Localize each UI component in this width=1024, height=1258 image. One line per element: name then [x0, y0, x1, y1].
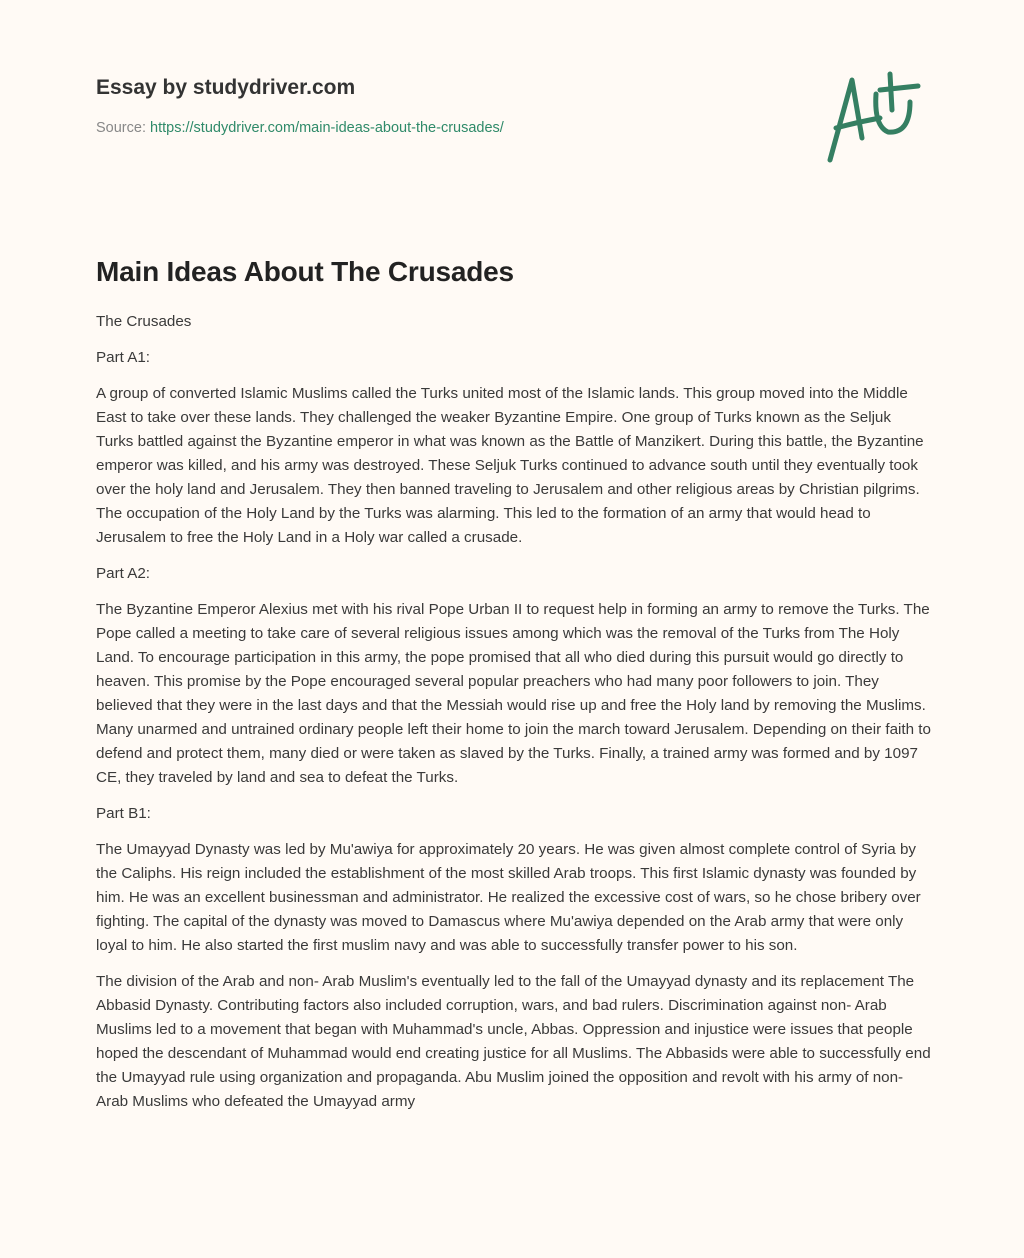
subtitle: The Crusades: [96, 313, 192, 330]
a-plus-logo-icon: [818, 68, 928, 164]
section-heading: Part A2:: [96, 565, 151, 582]
section-heading: Part A1:: [96, 349, 151, 366]
article: [96, 256, 932, 1126]
paragraph: A group of converted Islamic Muslims called the Turks united most of the Islamic lands. This group moved into the Middle East to take over these lands. They challenged the weaker Byzantine Empire. One group of Turks known as the Seljuk Turks battled against the Byzantine emperor in what was known as the Battle of Manzikert. During this battle, the Byzantine emperor was killed, and his army was destroyed. These Seljuk Turks continued to advance south until they eventually took over the holy land and Jerusalem. They then banned traveling to Jerusalem and other religious areas by Christian pilgrims. The occupation of the Holy Land by the Turks was alarming. This led to the formation of an army that would head to Jerusalem to free the Holy Land in a Holy war called a crusade.: [96, 385, 924, 546]
paragraph: The Byzantine Emperor Alexius met with his rival Pope Urban II to request help in forming an army to remove the Turks. The Pope called a meeting to take care of several religious issues among which was the removal of the Turks from The Holy Land. To encourage participation in this army, the pope promised that all who died during this pursuit would go directly to heaven. This promise by the Pope encouraged several popular preachers who had many poor followers to join. They believed that they were in the last days and that the Messiah would rise up and free the Holy land by removing the Muslims. Many unarmed and untrained ordinary people left their home to join the march toward Jerusalem. Depending on their faith to defend and protect them, many died or were taken as slaved by the Turks. Finally, a trained army was formed and by 1097 CE, they traveled by land and sea to defeat the Turks.: [96, 601, 931, 786]
section-heading: Part B1:: [96, 805, 151, 822]
source-line: [96, 120, 504, 136]
brand-title: Essay by studydriver.com: [96, 76, 356, 99]
paragraph: The Umayyad Dynasty was led by Mu'awiya for approximately 20 years. He was given almost complete control of Syria by the Caliphs. His reign included the establishment of the most skilled Arab troops. This first Islamic dynasty was founded by him. He was an excellent businessman and administrator. He realized the excessive cost of wars, so he chose bribery over fighting. The capital of the dynasty was moved to Damascus where Mu'awiya depended on the Arab army that were only loyal to him. He also started the first muslim navy and was able to successfully transfer power to his son.: [96, 841, 921, 954]
source-link[interactable]: https://studydriver.com/main-ideas-about-the-crusades/: [150, 120, 504, 136]
paragraph: The division of the Arab and non- Arab Muslim's eventually led to the fall of the Umayyad dynasty and its replacement The Abbasid Dynasty. Contributing factors also included corruption, wars, and bad rulers. Discrimination against non- Arab Muslims led to a movement that began with Muhammad's uncle, Abbas. Oppression and injustice were issues that people hoped the descendant of Muhammad would end creating justice for all Muslims. The Abbasids were able to successfully end the Umayyad rule using organization and propaganda. Abu Muslim joined the opposition and revolt with his army of non-Arab Muslims who defeated the Umayyad army: [96, 973, 931, 1110]
header: [96, 76, 504, 136]
source-label: Source:: [96, 120, 146, 136]
article-title: Main Ideas About The Crusades: [96, 256, 514, 287]
